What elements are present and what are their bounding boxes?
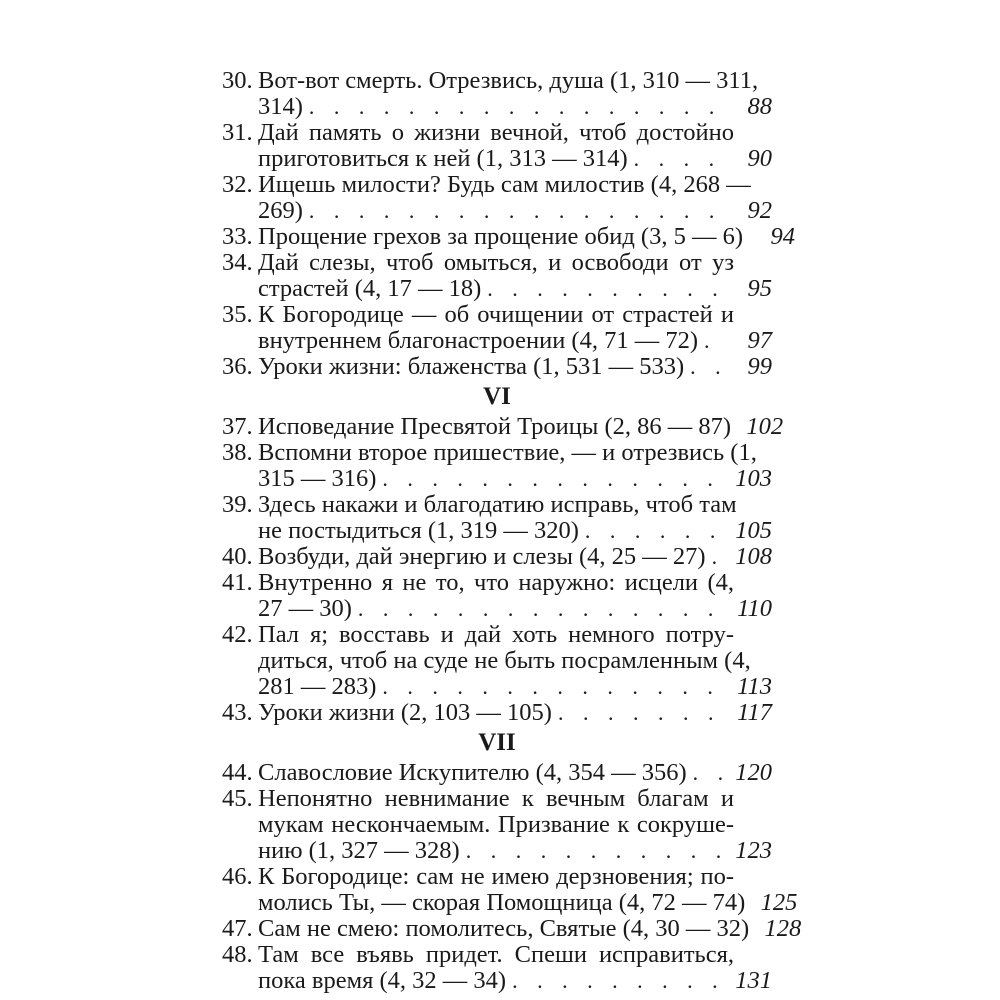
entry-body bbox=[258, 700, 772, 726]
entry-body bbox=[258, 570, 772, 622]
toc-entry bbox=[222, 570, 772, 622]
entry-body bbox=[258, 544, 772, 570]
entry-final-line bbox=[258, 94, 772, 120]
entry-body bbox=[258, 223, 795, 250]
entry-body bbox=[258, 68, 772, 120]
dot-leader bbox=[693, 760, 726, 786]
entry-number: 38. bbox=[222, 439, 253, 466]
entry-number: 39. bbox=[222, 491, 253, 518]
entry-title-end: Сам не смею: помолитесь, Святые (4, 30 — 32) bbox=[258, 915, 750, 942]
entry-number: 32. bbox=[222, 171, 253, 198]
entry-title-line: Дай память о жизни вечной, чтоб достойно bbox=[258, 119, 734, 146]
toc-entry bbox=[222, 700, 772, 726]
entry-title-end: внутреннем благонастроении (4, 71 — 72) bbox=[258, 327, 698, 354]
entry-title-line: Непонятно невнимание к вечным благам и bbox=[258, 785, 734, 812]
entry-body bbox=[258, 302, 772, 354]
entry-title-end: Уроки жизни: блаженства (1, 531 — 533) bbox=[258, 353, 685, 380]
page-number: 117 bbox=[737, 699, 772, 726]
entry-number: 34. bbox=[222, 249, 253, 276]
entry-final-line bbox=[258, 198, 772, 224]
page-number: 125 bbox=[760, 889, 798, 916]
entry-title-end: нию (1, 327 — 328) bbox=[258, 837, 460, 864]
entry-final-line bbox=[258, 915, 802, 942]
toc-entry bbox=[222, 68, 772, 120]
toc-entry bbox=[222, 354, 772, 380]
entry-body bbox=[258, 354, 772, 380]
page-number: 110 bbox=[737, 595, 772, 622]
entry-title-end: приготовиться к ней (1, 313 — 314) bbox=[258, 145, 628, 172]
toc-entry bbox=[222, 120, 772, 172]
toc-entry bbox=[222, 440, 772, 492]
entry-number: 30. bbox=[222, 67, 253, 94]
page-number: 108 bbox=[735, 543, 772, 570]
entry-number: 44. bbox=[222, 759, 253, 786]
entry-final-line bbox=[258, 413, 784, 440]
toc-entry bbox=[222, 413, 784, 440]
toc-entry bbox=[222, 863, 798, 916]
entry-number: 46. bbox=[222, 863, 253, 890]
page-number: 90 bbox=[747, 145, 772, 172]
entry-title-end: Возбуди, дай энергию и слезы (4, 25 — 27) bbox=[258, 543, 706, 570]
entry-title-line: К Богородице: сам не имею дерзновения; по- bbox=[258, 863, 734, 890]
entry-title-end: пока время (4, 32 — 34) bbox=[258, 967, 507, 994]
entry-body bbox=[258, 786, 772, 864]
entry-title-end: 281 — 283) bbox=[258, 673, 377, 700]
entry-body bbox=[258, 942, 772, 994]
entry-title-line: Дай слезы, чтоб омыться, и освободи от уз bbox=[258, 249, 734, 276]
toc-entry bbox=[222, 492, 772, 544]
entry-title-end: 315 — 316) bbox=[258, 465, 377, 492]
entry-number: 40. bbox=[222, 543, 253, 570]
toc-group-b bbox=[222, 413, 784, 726]
toc-entry bbox=[222, 544, 772, 570]
dot-leader bbox=[712, 544, 726, 570]
toc-entry bbox=[222, 223, 795, 250]
dot-leader bbox=[634, 146, 726, 172]
entry-number: 47. bbox=[222, 915, 253, 942]
entry-number: 48. bbox=[222, 941, 253, 968]
entry-title-end: страстей (4, 17 — 18) bbox=[258, 275, 482, 302]
toc-entry bbox=[222, 302, 772, 354]
entry-title-end: 314) bbox=[258, 93, 303, 120]
entry-body bbox=[258, 863, 798, 916]
entry-title-line: Вот-вот смерть. Отрезвись, душа (1, 310 — 311, bbox=[258, 67, 759, 94]
entry-body bbox=[258, 172, 772, 224]
entry-title-end: Уроки жизни (2, 103 — 105) bbox=[258, 699, 552, 726]
entry-number: 45. bbox=[222, 785, 253, 812]
entry-title-end: 27 — 30) bbox=[258, 595, 352, 622]
dot-leader bbox=[309, 94, 726, 120]
toc-entry bbox=[222, 915, 802, 942]
entry-final-line bbox=[258, 838, 772, 864]
entry-title-line: Здесь накажи и благодатию исправь, чтоб там bbox=[258, 491, 737, 518]
toc-entry bbox=[222, 622, 772, 700]
entry-number: 37. bbox=[222, 413, 253, 440]
dot-leader bbox=[309, 198, 726, 224]
entry-number: 43. bbox=[222, 699, 253, 726]
page-number: 102 bbox=[746, 413, 784, 440]
entry-final-line bbox=[258, 760, 772, 786]
entry-number: 33. bbox=[222, 223, 253, 250]
page-number: 128 bbox=[764, 915, 802, 942]
entry-body bbox=[258, 120, 772, 172]
page-number: 99 bbox=[747, 353, 772, 380]
entry-title-line: мукам нескончаемым. Призвание к сокруше- bbox=[258, 811, 734, 838]
dot-leader bbox=[358, 596, 726, 622]
page-number: 105 bbox=[735, 517, 772, 544]
page-number: 113 bbox=[737, 673, 772, 700]
dot-leader bbox=[487, 276, 726, 302]
page-number: 94 bbox=[770, 223, 795, 250]
entry-title-end: Прощение грехов за прощение обид (3, 5 — 6) bbox=[258, 223, 743, 250]
dot-leader bbox=[466, 838, 726, 864]
page-number: 95 bbox=[747, 275, 772, 302]
entry-body bbox=[258, 250, 772, 302]
entry-body bbox=[258, 413, 784, 440]
entry-number: 31. bbox=[222, 119, 253, 146]
entry-title-line: Пал я; восставь и дай хоть немного потру- bbox=[258, 621, 734, 648]
entry-final-line bbox=[258, 968, 772, 994]
toc-group-c bbox=[222, 759, 802, 994]
section-heading-vii: VII bbox=[478, 729, 516, 756]
entry-title-line: Вспомни второе пришествие, — и отрезвись (1, bbox=[258, 439, 757, 466]
entry-title-line: К Богородице — об очищении от страстей и bbox=[258, 301, 734, 328]
entry-number: 42. bbox=[222, 621, 253, 648]
entry-final-line bbox=[258, 223, 795, 250]
entry-final-line bbox=[258, 354, 772, 380]
entry-final-line bbox=[258, 146, 772, 172]
toc-entry bbox=[222, 786, 772, 864]
dot-leader bbox=[585, 518, 726, 544]
entry-body bbox=[258, 440, 772, 492]
entry-final-line bbox=[258, 328, 772, 354]
entry-body bbox=[258, 622, 772, 700]
entry-title-end: молись Ты, — скорая Помощница (4, 72 — 74) bbox=[258, 889, 746, 916]
page-number: 131 bbox=[735, 967, 772, 994]
dot-leader bbox=[382, 674, 726, 700]
page-number: 120 bbox=[735, 759, 772, 786]
toc-entry bbox=[222, 942, 772, 994]
entry-final-line bbox=[258, 544, 772, 570]
entry-final-line bbox=[258, 518, 772, 544]
entry-final-line bbox=[258, 276, 772, 302]
entry-number: 36. bbox=[222, 353, 253, 380]
toc-entry bbox=[222, 172, 772, 224]
entry-final-line bbox=[258, 466, 772, 492]
entry-title-end: Исповедание Пресвятой Троицы (2, 86 — 87) bbox=[258, 413, 732, 440]
entry-body bbox=[258, 492, 772, 544]
entry-number: 41. bbox=[222, 569, 253, 596]
entry-body bbox=[258, 915, 802, 942]
dot-leader bbox=[558, 700, 726, 726]
dot-leader bbox=[512, 968, 726, 994]
entry-body bbox=[258, 760, 772, 786]
page-number: 92 bbox=[747, 197, 772, 224]
page-number: 97 bbox=[747, 327, 772, 354]
entry-final-line bbox=[258, 889, 798, 916]
table-of-contents bbox=[222, 67, 802, 994]
dot-leader bbox=[704, 328, 726, 354]
toc-group-a bbox=[222, 67, 795, 380]
toc-entry bbox=[222, 250, 772, 302]
entry-title-line: диться, чтоб на суде не быть посрамленным (4, bbox=[258, 647, 751, 674]
entry-title-end: Славословие Искупителю (4, 354 — 356) bbox=[258, 759, 687, 786]
entry-title-end: не постыдиться (1, 319 — 320) bbox=[258, 517, 579, 544]
entry-final-line bbox=[258, 674, 772, 700]
entry-title-end: 269) bbox=[258, 197, 303, 224]
entry-final-line bbox=[258, 596, 772, 622]
section-heading-vi: VI bbox=[483, 383, 511, 410]
page-number: 88 bbox=[747, 93, 772, 120]
entry-title-line: Там все въявь придет. Спеши исправиться, bbox=[258, 941, 734, 968]
entry-number: 35. bbox=[222, 301, 253, 328]
entry-title-line: Внутренно я не то, что наружно: исцели (4, bbox=[258, 569, 734, 596]
toc-entry bbox=[222, 760, 772, 786]
entry-final-line bbox=[258, 700, 772, 726]
dot-leader bbox=[690, 354, 726, 380]
entry-title-line: Ищешь милости? Будь сам милостив (4, 268 — bbox=[258, 171, 751, 198]
page-number: 123 bbox=[735, 837, 772, 864]
page-number: 103 bbox=[735, 465, 772, 492]
dot-leader bbox=[382, 466, 726, 492]
